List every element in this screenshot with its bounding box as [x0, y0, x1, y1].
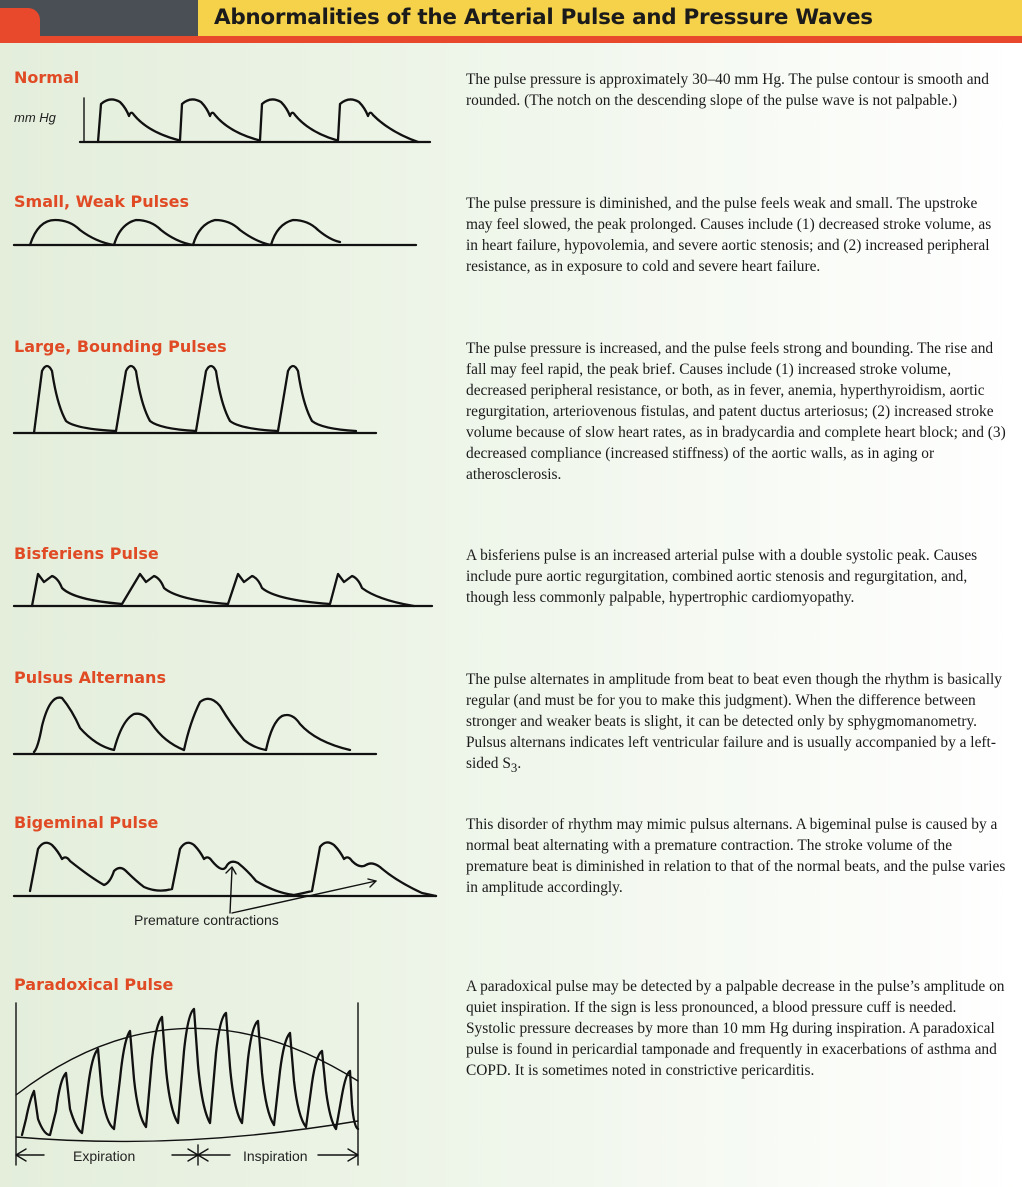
small-weak-pulse-waveform [0, 208, 440, 248]
description-main-text: The pulse alternates in amplitude from beat to beat even though the rhythm is basically regular (and must be for you to make this judgment). When the difference between stronger and weaker beats is slight, it can be detected only by sphygmomanometry. Pulsus alternans indicates left ventricular failure and is usually accompanied by a left-sided S [466, 671, 1002, 772]
section-title: Paradoxical Pulse [14, 975, 174, 994]
section-description: The pulse pressure is diminished, and the pulse feels weak and small. The upstroke may feel slowed, the peak prolonged. Causes include (1) decreased stroke volume, as in heart failure, hypovolemia, and severe aortic stenosis; and (2) increased peripheral resistance, as in exposure to cold and severe heart failure. [466, 195, 992, 275]
section-title: Bigeminal Pulse [14, 813, 159, 832]
bisferiens-pulse-waveform [0, 566, 440, 610]
large-bounding-pulse-waveform [0, 357, 440, 437]
pulsus-alternans-waveform [0, 688, 440, 758]
normal-pulse-waveform [0, 90, 440, 150]
page-title: Abnormalities of the Arterial Pulse and Pressure Waves [214, 5, 873, 30]
section-description [466, 669, 1006, 779]
section-title: Pulsus Alternans [14, 668, 166, 687]
premature-contractions-label: Premature contractions [134, 912, 279, 928]
page-header [0, 0, 1022, 44]
section-title: Small, Weak Pulses [14, 192, 190, 211]
expiration-label: Expiration [73, 1148, 136, 1164]
section-description: The pulse pressure is approximately 30–40 mm Hg. The pulse contour is smooth and rounded. (The notch on the descending slope of the pulse wave is not palpable.) [466, 71, 989, 109]
s3-subscript: 3 [510, 761, 518, 776]
paradoxical-pulse-waveform [0, 999, 380, 1169]
inspiration-label: Inspiration [243, 1148, 308, 1164]
section-title: Bisferiens Pulse [14, 544, 159, 563]
header-tab-marker [0, 8, 40, 38]
section-description: This disorder of rhythm may mimic pulsus alternans. A bigeminal pulse is caused by a normal beat alternating with a premature contraction. The stroke volume of the premature beat is diminished in relation to that of the normal beats, and the pulse varies in amplitude accordingly. [466, 816, 1006, 896]
description-end-text: . [517, 755, 522, 772]
section-title: Normal [14, 68, 80, 87]
section-title: Large, Bounding Pulses [14, 337, 227, 356]
section-description: A paradoxical pulse may be detected by a palpable decrease in the pulse’s amplitude on quiet inspiration. If the sign is less pronounced, a blood pressure cuff is needed. Systolic pressure decreases by more than 10 mm Hg during inspiration. A paradoxical pulse is found in pericardial tamponade and frequently in exacerbations of asthma and COPD. It is sometimes noted in constrictive pericarditis. [466, 978, 1005, 1079]
header-accent-rule [0, 36, 1022, 43]
axis-label-mm-hg: mm Hg [14, 110, 56, 125]
section-description: A bisferiens pulse is an increased arterial pulse with a double systolic peak. Causes include pure aortic regurgitation, combined aortic stenosis and regurgitation, and, though less commonly palpable, hypertrophic cardiomyopathy. [466, 547, 978, 606]
section-description: The pulse pressure is increased, and the pulse feels strong and bounding. The rise and fall may feel rapid, the peak brief. Causes include (1) increased stroke volume, decreased peripheral resistance, or both, as in fever, anemia, hyperthyroidism, aortic regurgitation, arteriovenous fistulas, and patent ductus arteriosus; (2) increased stroke volume because of slow heart rates, as in bradycardia and complete heart block; and (3) decreased compliance (increased stiffness) of the aortic walls, as in aging or atherosclerosis. [466, 340, 1006, 483]
